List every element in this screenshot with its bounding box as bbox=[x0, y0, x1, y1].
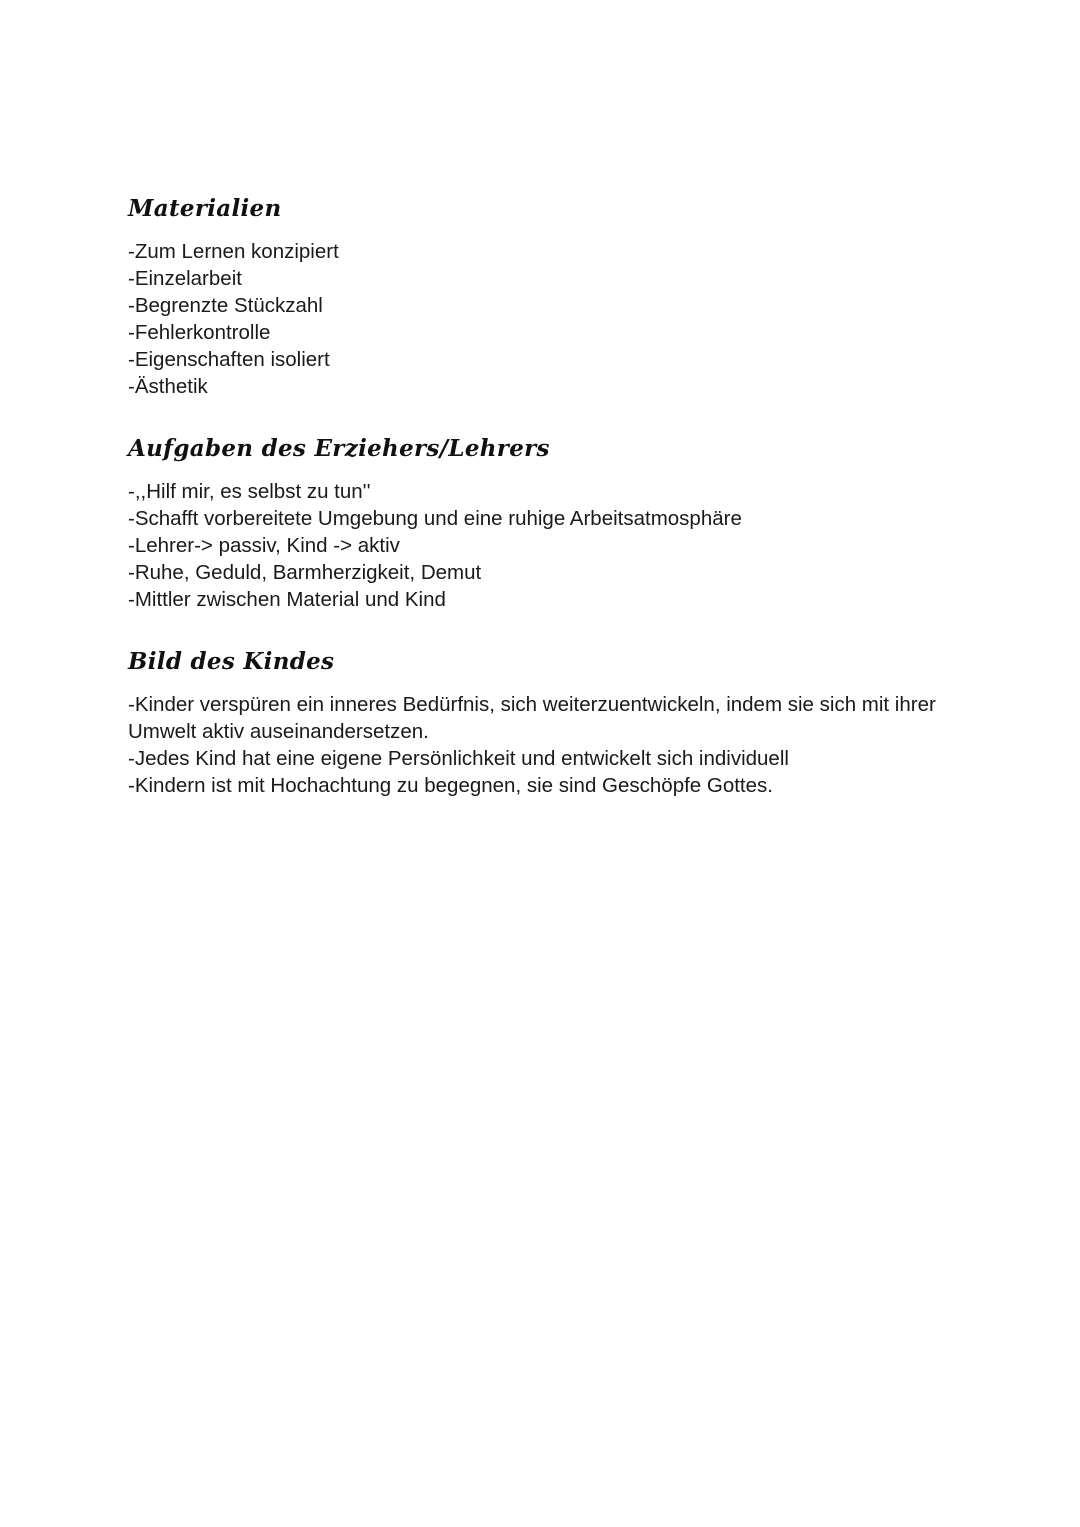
section-heading: Materialien bbox=[128, 195, 282, 222]
list-item: -Lehrer-> passiv, Kind -> aktiv bbox=[128, 534, 400, 557]
list-item: -Jedes Kind hat eine eigene Persönlichkeit und entwickelt sich individuell bbox=[128, 747, 789, 770]
list-item: -,,Hilf mir, es selbst zu tun'' bbox=[128, 480, 371, 503]
list-item: -Eigenschaften isoliert bbox=[128, 348, 330, 371]
section-heading: Bild des Kindes bbox=[128, 648, 335, 675]
section-bild-des-kindes bbox=[128, 643, 988, 799]
section-materialien bbox=[128, 190, 988, 400]
list-item: -Schafft vorbereitete Umgebung und eine ruhige Arbeitsatmosphäre bbox=[128, 507, 742, 530]
section-aufgaben bbox=[128, 430, 988, 613]
list-item: -Ästhetik bbox=[128, 375, 208, 398]
list-item: -Zum Lernen konzipiert bbox=[128, 240, 339, 263]
document-content bbox=[128, 190, 988, 799]
list-item: -Mittler zwischen Material und Kind bbox=[128, 588, 446, 611]
bullet-list bbox=[128, 238, 988, 400]
bullet-list bbox=[128, 691, 988, 799]
list-item: -Begrenzte Stückzahl bbox=[128, 294, 323, 317]
bullet-list bbox=[128, 478, 988, 613]
section-heading: Aufgaben des Erziehers/Lehrers bbox=[128, 435, 550, 462]
list-item: -Kinder verspüren ein inneres Bedürfnis, sich weiterzuentwickeln, indem sie sich mit ihrer Umwelt aktiv auseinandersetzen. bbox=[128, 693, 936, 743]
list-item: -Ruhe, Geduld, Barmherzigkeit, Demut bbox=[128, 561, 482, 584]
list-item: -Kindern ist mit Hochachtung zu begegnen, sie sind Geschöpfe Gottes. bbox=[128, 774, 773, 797]
list-item: -Fehlerkontrolle bbox=[128, 321, 271, 344]
list-item: -Einzelarbeit bbox=[128, 267, 242, 290]
